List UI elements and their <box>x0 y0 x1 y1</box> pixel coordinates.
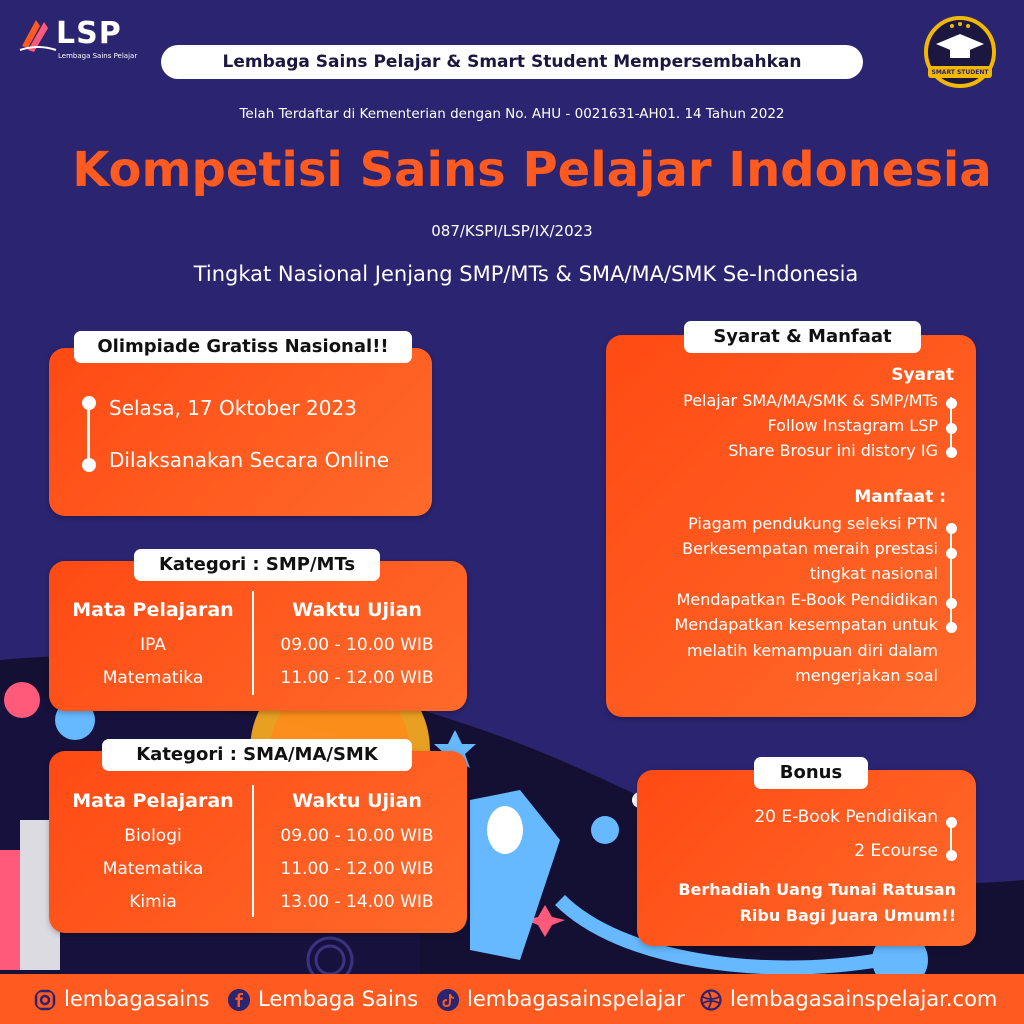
time-cell: 09.00 - 10.00 WIB <box>280 635 434 655</box>
timeline-line <box>87 402 90 462</box>
subject-column-header: Mata Pelajaran <box>72 599 234 621</box>
time-cell: 11.00 - 12.00 WIB <box>280 859 434 879</box>
website-link[interactable]: lembagasainspelajar.com <box>730 987 998 1011</box>
timeline-dot <box>82 458 96 472</box>
page-title: Kompetisi Sains Pelajar Indonesia <box>72 142 992 198</box>
manfaat-title: Manfaat : <box>854 487 946 507</box>
list-dot <box>946 423 957 434</box>
lsp-wordmark: LSP <box>56 16 122 51</box>
olimpiade-card <box>49 348 432 516</box>
tiktok-handle[interactable]: lembagasainspelajar <box>467 987 685 1011</box>
kategori-smp-card <box>49 561 467 711</box>
subject-cell: Biologi <box>124 826 182 846</box>
bonus-card <box>637 770 976 946</box>
reference-code: 087/KSPI/LSP/IX/2023 <box>431 222 593 240</box>
manfaat-line <box>950 523 952 631</box>
syarat-item: Pelajar SMA/MA/SMK & SMP/MTs <box>683 391 938 410</box>
manfaat-item: tingkat nasional <box>809 564 938 583</box>
facebook-handle[interactable]: Lembaga Sains <box>258 987 419 1011</box>
event-date: Selasa, 17 Oktober 2023 <box>109 396 357 420</box>
prize-text-line1: Berhadiah Uang Tunai Ratusan <box>678 880 956 899</box>
subject-cell: Matematika <box>102 668 204 688</box>
presenter-banner: Lembaga Sains Pelajar & Smart Student Mempersembahkan <box>161 45 863 79</box>
syarat-item: Share Brosur ini distory IG <box>728 441 938 460</box>
list-dot <box>946 598 957 609</box>
list-dot <box>946 548 957 559</box>
event-mode: Dilaksanakan Secara Online <box>109 448 390 472</box>
smart-student-logo <box>922 14 998 90</box>
syarat-manfaat-label: Syarat & Manfaat <box>684 321 921 353</box>
smart-student-label: SMART STUDENT <box>931 69 989 76</box>
time-cell: 09.00 - 10.00 WIB <box>280 826 434 846</box>
tiktok-icon <box>437 989 459 1011</box>
manfaat-item: Mendapatkan E-Book Pendidikan <box>676 590 938 609</box>
level-subtitle: Tingkat Nasional Jenjang SMP/MTs & SMA/MA/SMK Se-Indonesia <box>193 262 859 286</box>
lsp-logo <box>18 14 138 64</box>
manfaat-item: Berkesempatan meraih prestasi <box>682 539 938 558</box>
list-dot <box>946 398 957 409</box>
column-divider <box>252 591 254 695</box>
list-dot <box>946 447 957 458</box>
list-dot <box>946 850 957 861</box>
book-logo-icon <box>18 16 58 54</box>
time-cell: 13.00 - 14.00 WIB <box>280 892 434 912</box>
list-dot <box>946 622 957 633</box>
kategori-smp-label: Kategori : SMP/MTs <box>134 549 380 581</box>
syarat-item: Follow Instagram LSP <box>767 416 938 435</box>
subject-cell: Kimia <box>129 892 177 912</box>
instagram-icon <box>34 989 56 1011</box>
manfaat-item: Piagam pendukung seleksi PTN <box>688 514 938 533</box>
manfaat-item: mengerjakan soal <box>795 666 938 685</box>
syarat-manfaat-card <box>606 335 976 717</box>
bonus-item: 20 E-Book Pendidikan <box>754 807 938 827</box>
registration-text: Telah Terdaftar di Kementerian dengan No. AHU - 0021631-AH01. 14 Tahun 2022 <box>239 106 785 122</box>
syarat-title: Syarat <box>891 365 954 385</box>
subject-column-header: Mata Pelajaran <box>72 790 234 812</box>
manfaat-item: melatih kemampuan diri dalam <box>687 641 938 660</box>
list-dot <box>946 817 957 828</box>
facebook-icon <box>228 989 250 1011</box>
subject-cell: Matematika <box>102 859 204 879</box>
instagram-handle[interactable]: lembagasains <box>64 987 210 1011</box>
list-dot <box>946 523 957 534</box>
timeline-dot <box>82 396 96 410</box>
time-column-header: Waktu Ujian <box>292 790 422 812</box>
kategori-sma-card <box>49 751 467 933</box>
graduation-cap-icon <box>922 14 998 90</box>
footer-bar <box>0 974 1024 1024</box>
globe-icon <box>700 989 722 1011</box>
time-column-header: Waktu Ujian <box>292 599 422 621</box>
time-cell: 11.00 - 12.00 WIB <box>280 668 434 688</box>
bonus-item: 2 Ecourse <box>854 841 938 861</box>
kategori-sma-label: Kategori : SMA/MA/SMK <box>102 739 412 771</box>
manfaat-item: Mendapatkan kesempatan untuk <box>674 615 938 634</box>
column-divider <box>252 785 254 917</box>
bonus-label: Bonus <box>754 757 868 789</box>
lsp-subtitle: Lembaga Sains Pelajar <box>58 52 138 60</box>
subject-cell: IPA <box>140 635 166 655</box>
prize-text-line2: Ribu Bagi Juara Umum!! <box>739 906 956 925</box>
olimpiade-label: Olimpiade Gratiss Nasional!! <box>74 331 412 363</box>
